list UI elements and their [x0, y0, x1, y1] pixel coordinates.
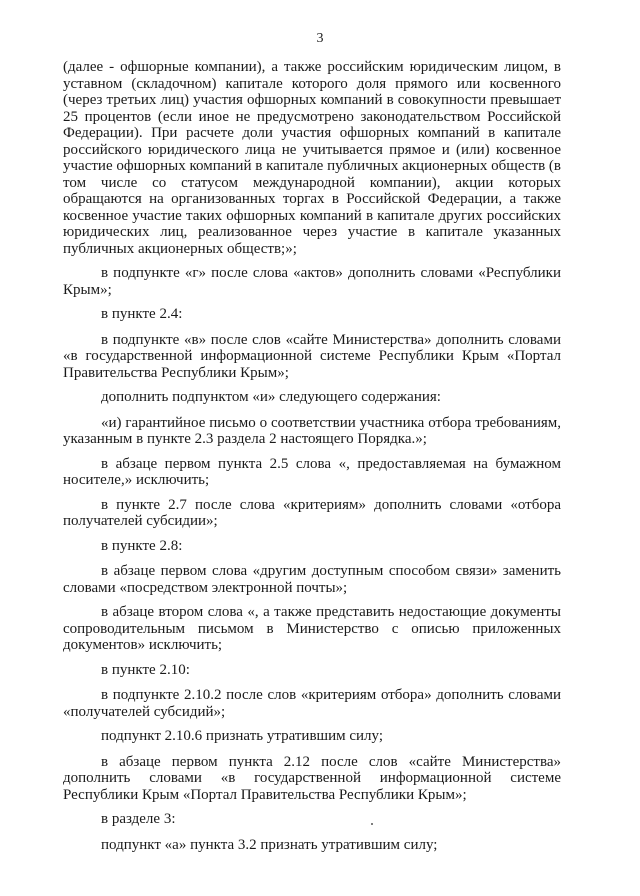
paragraph-2-8-first-abzac: в абзаце первом слова «другим доступным способом связи» заменить словами «посредством электронной почты»; — [63, 563, 561, 596]
document-body — [63, 59, 561, 862]
paragraph-item-2-8: в пункте 2.8: — [101, 537, 183, 554]
paragraph-section-3: в разделе 3: — [101, 811, 176, 827]
paragraph-subitem-v: в подпункте «в» после слов «сайте Министерства» дополнить словами «в государственной информационной системе Республики Крым «Портал Правительства Республики Крым»; — [63, 331, 561, 381]
paragraph-offshore-definition: (далее - офшорные компании), а также российским юридическим лицом, в уставном (складочном) капитале которого доля прямого или косвенного (через третьих лиц) участия офшорных компаний в совокупности превышает 25 процентов (если иное не предусмотрено законодательством Российской Федерации). При расчете доли участия офшорных компаний в капитале российского юридического лица не учитывается прямое и (или) косвенное участие офшорных компаний в капитале публичных акционерных обществ (в том числе со статусом международной компании), акции которых обращаются на организованных торгах в Российской Федерации, а также косвенное участие таких офшорных компаний в капитале других российских юридических лиц, реализованное через участие в капитале указанных публичных акционерных обществ;»; — [63, 59, 561, 257]
paragraph-item-2-5: в абзаце первом пункта 2.5 слова «, предоставляемая на бумажном носителе,» исключить; — [63, 455, 561, 488]
paragraph-add-subitem-i: дополнить подпунктом «и» следующего содержания: — [101, 389, 441, 405]
paragraph-item-2-10: в пункте 2.10: — [101, 661, 190, 678]
paragraph-item-2-7: в пункте 2.7 после слова «критериям» дополнить словами «отбора получателей субсидии»; — [63, 496, 561, 529]
paragraph-item-2-4: в пункте 2.4: — [101, 306, 183, 322]
paragraph-2-8-second-abzac: в абзаце втором слова «, а также представить недостающие документы сопроводительным письмом в Министерство с описью приложенных документов» исключить; — [63, 604, 561, 653]
paragraph-subitem-2-10-2: в подпункте 2.10.2 после слов «критериям отбора» дополнить словами «получателей субсидий»; — [63, 687, 561, 720]
paragraph-subitem-g: в подпункте «г» после слова «актов» дополнить словами «Республики Крым»; — [63, 265, 561, 298]
paragraph-guarantee-letter: «и) гарантийное письмо о соответствии участника отбора требованиям, указанным в пункте 2.3 раздела 2 настоящего Порядка.»; — [63, 414, 561, 447]
page-number: 3 — [316, 31, 324, 46]
paragraph-subitem-2-10-6: подпункт 2.10.6 признать утратившим силу; — [101, 728, 383, 744]
paragraph-item-2-12: в абзаце первом пункта 2.12 после слов «сайте Министерства» дополнить словами «в государственной информационной системе Республики Крым «Портал Правительства Республики Крым»; — [63, 753, 561, 803]
paragraph-item-3-2: подпункт «а» пункта 3.2 признать утратившим силу; — [101, 836, 438, 853]
scan-speck — [371, 823, 373, 825]
